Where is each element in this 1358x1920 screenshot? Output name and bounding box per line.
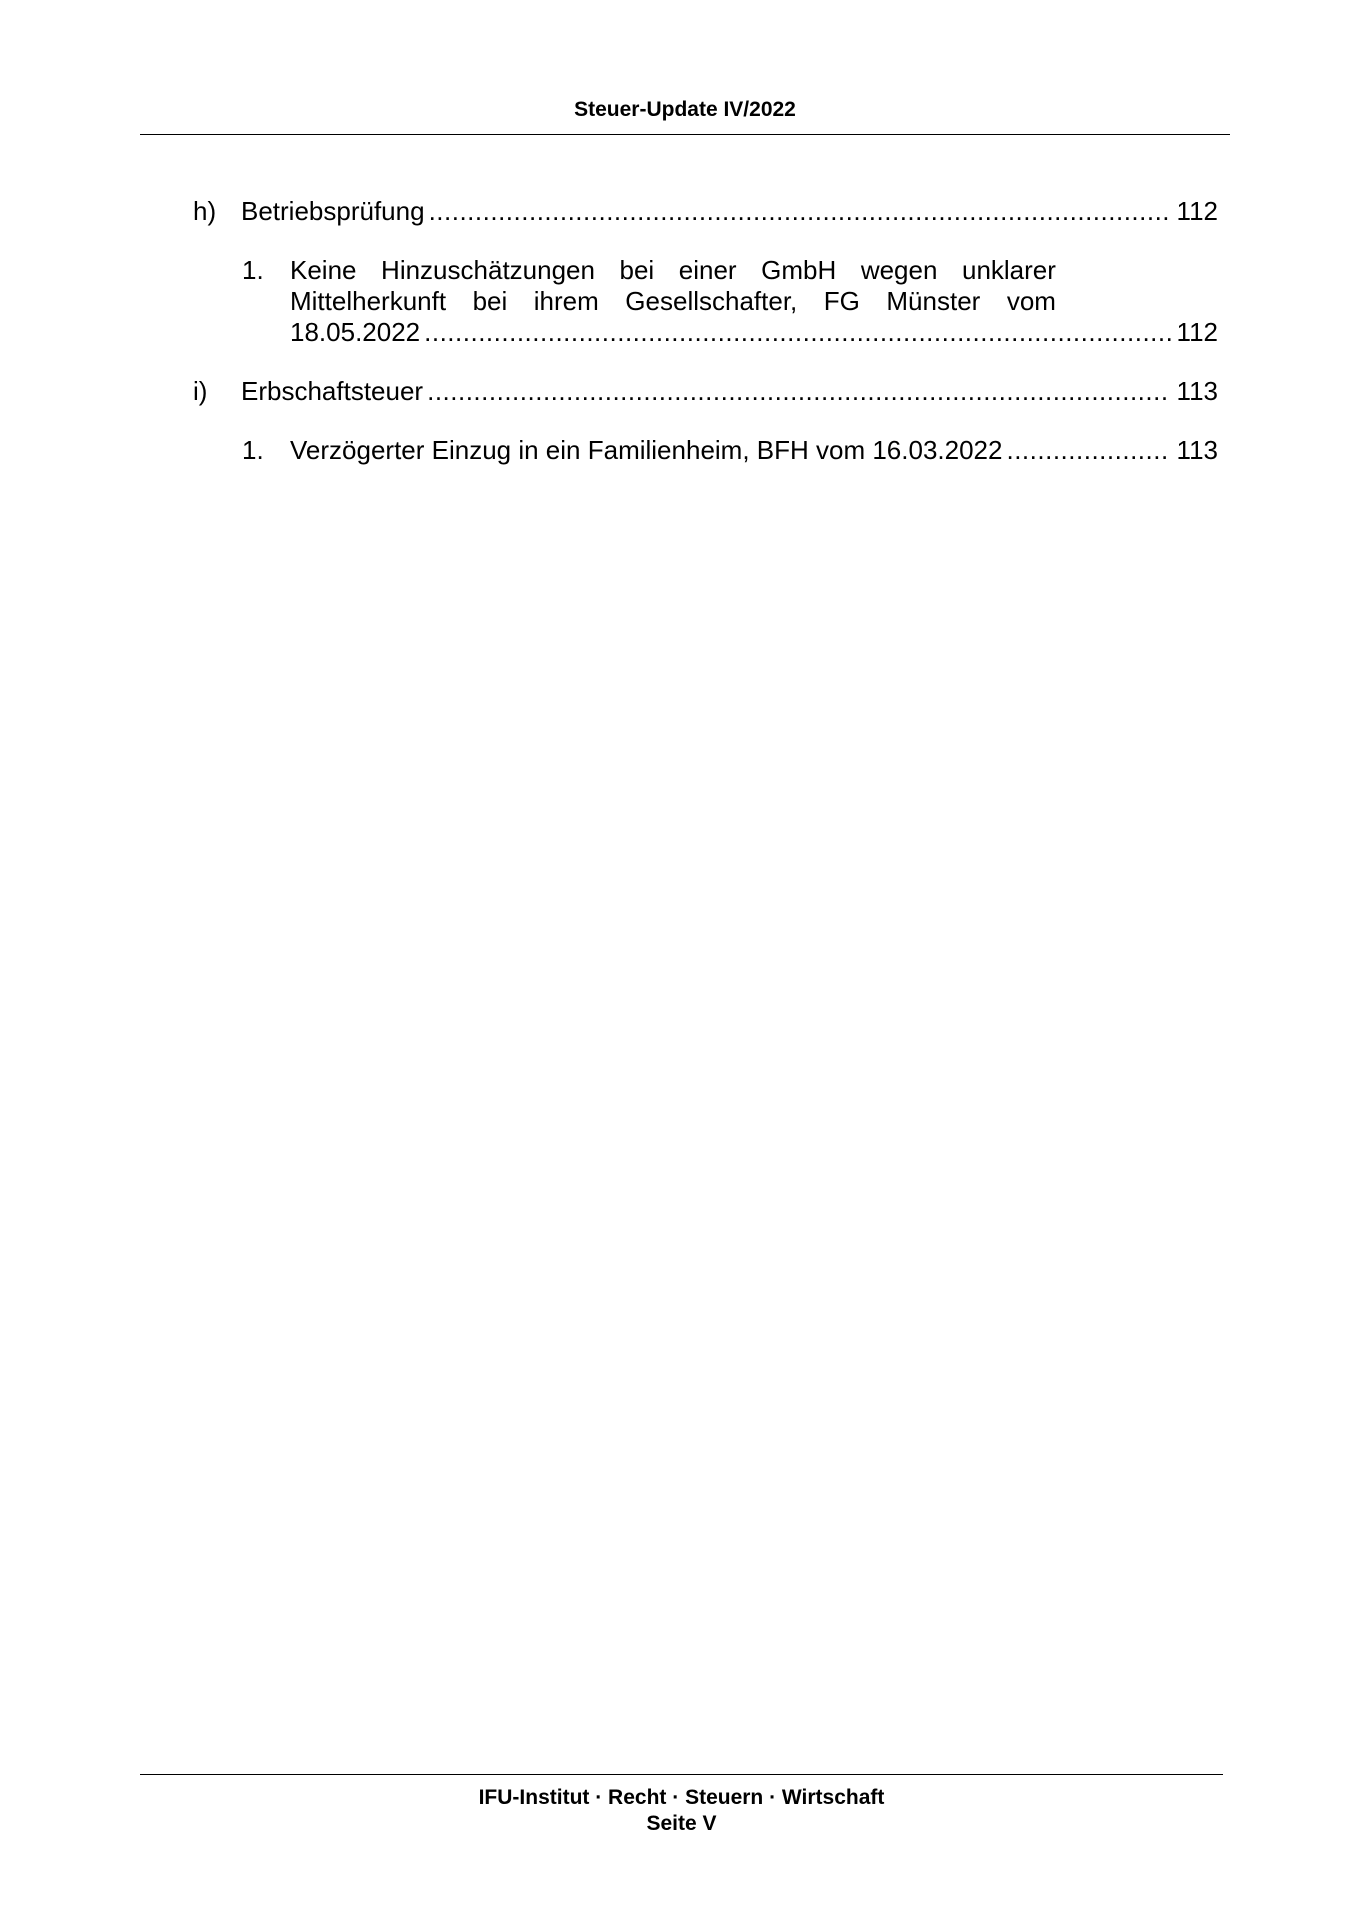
footer-page-number: Seite V: [646, 1812, 717, 1835]
toc-entry-i-1-page: 113: [1176, 435, 1218, 465]
word: Hinzuschätzungen: [381, 255, 595, 285]
word: bei: [619, 255, 655, 285]
toc-leader-dots: [429, 196, 1171, 227]
toc-entry-h-1-number: 1.: [242, 255, 264, 285]
toc-entry-i-1[interactable]: [242, 435, 1218, 466]
toc-entry-h-1-line-1: [290, 255, 1056, 286]
word: Mittelherkunft: [290, 286, 447, 316]
toc-entry-h-1-date: 18.05.2022: [290, 317, 421, 347]
word: ihrem: [533, 286, 599, 316]
word: Keine: [290, 255, 357, 285]
toc-section-i-page: 113: [1176, 376, 1218, 406]
toc-entry-h-1-line-3: [290, 317, 1218, 348]
header-divider: [140, 134, 1230, 135]
header-title: Steuer-Update IV/2022: [574, 98, 796, 121]
footer-divider: [140, 1774, 1223, 1775]
word: einer: [678, 255, 737, 285]
word: bei: [472, 286, 508, 316]
word: GmbH: [761, 255, 837, 285]
toc-entry-i-1-title: Verzögerter Einzug in ein Familienheim, BFH vom 16.03.2022: [290, 435, 1003, 465]
toc-section-i-title: Erbschaftsteuer: [241, 376, 424, 406]
word: vom: [1006, 286, 1056, 316]
word: Münster: [886, 286, 981, 316]
toc-section-h-title: Betriebsprüfung: [241, 196, 425, 226]
word: wegen: [860, 255, 938, 285]
toc-leader-dots: [1006, 435, 1170, 466]
toc-section-h-page: 112: [1176, 196, 1218, 226]
toc-section-i[interactable]: [193, 376, 1218, 407]
word: FG: [823, 286, 860, 316]
toc-section-h[interactable]: [193, 196, 1218, 227]
toc-entry-i-1-number: 1.: [242, 435, 264, 465]
toc-entry-h-1-page: 112: [1176, 317, 1218, 347]
toc-leader-dots: [427, 376, 1170, 407]
toc-entry-h-1-line-2: [290, 286, 1056, 317]
toc-section-i-label: i): [193, 376, 208, 406]
toc-leader-dots: [424, 317, 1170, 348]
toc-section-h-label: h): [193, 196, 217, 226]
word: Gesellschafter,: [625, 286, 798, 316]
footer-institute: IFU-Institut · Recht · Steuern · Wirtschaft: [478, 1786, 885, 1809]
word: unklarer: [961, 255, 1056, 285]
